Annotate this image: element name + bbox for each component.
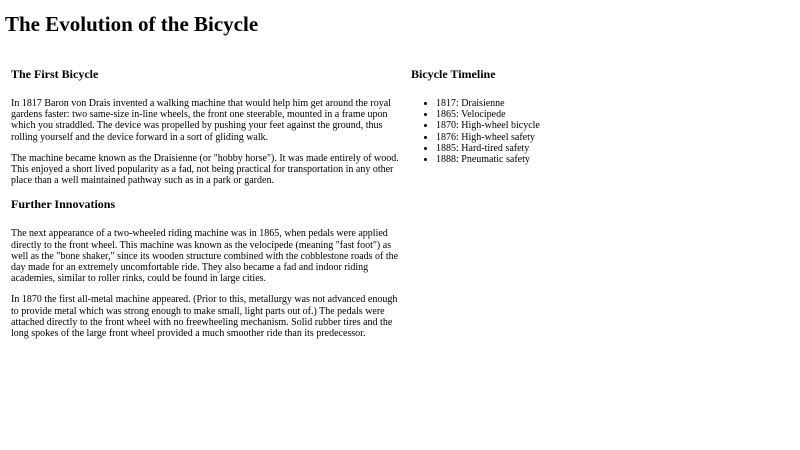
main-content (11, 66, 400, 349)
section-further-innovations (11, 196, 400, 339)
page-title: The Evolution of the Bicycle (5, 12, 259, 36)
section-heading-further-innovations: Further Innovations (11, 197, 116, 212)
timeline-item: • 1817: Draisienne (436, 98, 711, 109)
timeline-list (411, 98, 711, 165)
timeline-item: • 1876: High-wheel safety (436, 132, 711, 143)
timeline-item: • 1865: Velocipede (436, 109, 711, 120)
paragraph-drais-invention: In 1817 Baron von Drais invented a walking machine that would help him get around the royal gardens faster: two same-size in-line wheels, the front one steerable, mounted in a frame upon which you straddled. The device was propelled by pushing your feet against the ground, thus rolling yourself and the device forward in a sort of gliding walk. (11, 98, 391, 143)
timeline-item: • 1888: Pneumatic safety (436, 154, 711, 165)
paragraph-draisienne: The machine became known as the Draisienne (or "hobby horse"). It was made entirely of wood. This enjoyed a short lived popularity as a fad, not being practical for transportation in any other place than a well maintained pathway such as in a park or garden. (11, 152, 399, 187)
paragraph-velocipede: The next appearance of a two-wheeled riding machine was in 1865, when pedals were applied directly to the front wheel. This machine was known as the velocipede (meaning "fast foot") as well as the "bone shaker," since its wooden structure combined with the cobblestone roads of the day made for an extremely uncomfortable ride. They also became a fad and indoor riding academies, similar to roller rinks, could be found in large cities. (11, 228, 399, 285)
timeline-heading: Bicycle Timeline (411, 67, 496, 81)
timeline-sidebar (411, 66, 711, 165)
timeline-item: • 1870: High-wheel bicycle (436, 120, 711, 131)
paragraph-all-metal-machine: In 1870 the first all-metal machine appeared. (Prior to this, metallurgy was not advanced enough to provide metal which was strong enough to make small, light parts out of.) The pedals were attached directly to the front wheel with no freewheeling mechanism. Solid rubber tires and the long spokes of the large front wheel provided a much smoother ride than its predecessor. (11, 294, 398, 340)
section-first-bicycle (11, 66, 400, 186)
section-heading-first-bicycle: The First Bicycle (11, 67, 99, 81)
timeline-item: • 1885: Hard-tired safety (436, 143, 711, 154)
